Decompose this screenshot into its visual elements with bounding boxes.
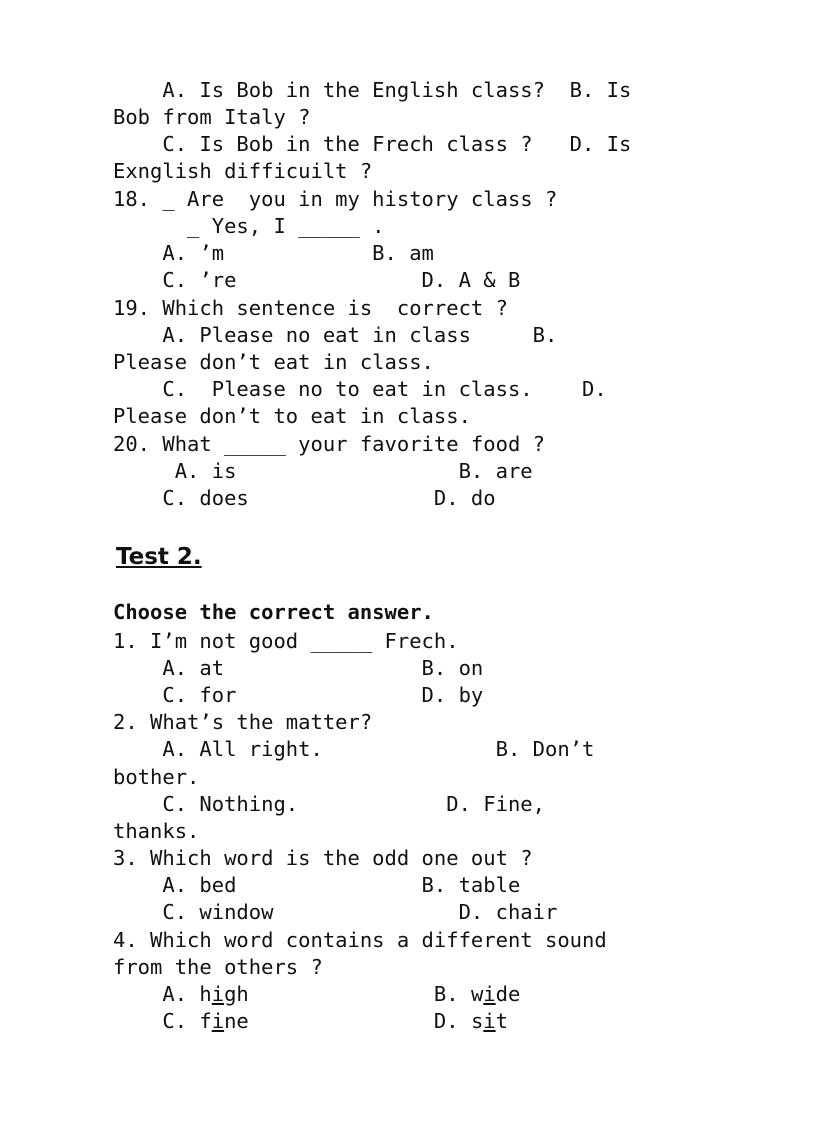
test2-instruction: Choose the correct answer. xyxy=(113,600,434,624)
q17-option-a-b: A. Is Bob in the English class? B. Is xyxy=(113,78,632,102)
q19-option-d-cont: Please don’t to eat in class. xyxy=(113,404,471,428)
t2-q4-options-c-d xyxy=(113,1009,508,1033)
t2-q2-option-c-d: C. Nothing. D. Fine, xyxy=(113,792,545,816)
q19-option-b-cont: Please don’t eat in class. xyxy=(113,350,434,374)
t2-q2-option-a-b: A. All right. B. Don’t xyxy=(113,737,595,761)
t2-q2-option-d-cont: thanks. xyxy=(113,819,200,843)
option-a-underlined-letter: i xyxy=(211,982,225,1006)
q18-question: 18. _ Are you in my history class ? xyxy=(113,187,558,211)
option-a-suffix: gh xyxy=(224,982,249,1006)
q18-options-c-d: C. ’re D. A & B xyxy=(113,268,521,292)
t2-q4-question: 4. Which word contains a different sound xyxy=(113,928,607,952)
t2-q2-question: 2. What’s the matter? xyxy=(113,710,373,734)
option-c-suffix: ne xyxy=(224,1009,249,1033)
option-d-underlined-letter: i xyxy=(483,1009,496,1033)
option-d-suffix: t xyxy=(495,1009,508,1033)
q18-answer-line: _ Yes, I _____ . xyxy=(113,214,385,238)
q19-option-a-b: A. Please no eat in class B. xyxy=(113,323,558,347)
t2-q1-options-a-b: A. at B. on xyxy=(113,656,484,680)
q20-question: 20. What _____ your favorite food ? xyxy=(113,432,545,456)
option-gap xyxy=(249,1009,434,1033)
t2-q1-question: 1. I’m not good _____ Frech. xyxy=(113,629,459,653)
t2-q4-question-cont: from the others ? xyxy=(113,955,323,979)
option-c-prefix: C. f xyxy=(113,1009,212,1033)
test2-title: Test 2. xyxy=(116,544,202,570)
q20-options-a-b: A. is B. are xyxy=(113,459,533,483)
t2-q1-options-c-d: C. for D. by xyxy=(113,683,484,707)
option-gap xyxy=(249,982,434,1006)
q17-option-c-d: C. Is Bob in the Frech class ? D. Is xyxy=(113,132,632,156)
option-b-prefix: B. w xyxy=(433,982,484,1006)
t2-q3-question: 3. Which word is the odd one out ? xyxy=(113,846,533,870)
q17-option-d-cont: Exnglish difficuilt ? xyxy=(113,159,373,183)
q18-options-a-b: A. ’m B. am xyxy=(113,241,434,265)
option-a-prefix: A. h xyxy=(113,982,212,1006)
t2-q2-option-b-cont: bother. xyxy=(113,765,200,789)
q19-question: 19. Which sentence is correct ? xyxy=(113,296,508,320)
q19-option-c-d: C. Please no to eat in class. D. xyxy=(113,377,607,401)
option-b-suffix: de xyxy=(495,982,521,1006)
option-c-underlined-letter: i xyxy=(211,1009,225,1033)
t2-q3-options-c-d: C. window D. chair xyxy=(113,900,558,924)
t2-q3-options-a-b: A. bed B. table xyxy=(113,873,521,897)
option-b-underlined-letter: i xyxy=(483,982,496,1006)
t2-q4-options-a-b xyxy=(113,982,520,1006)
q20-options-c-d: C. does D. do xyxy=(113,486,496,510)
option-d-prefix: D. s xyxy=(433,1009,484,1033)
q17-option-b-cont: Bob from Italy ? xyxy=(113,105,311,129)
